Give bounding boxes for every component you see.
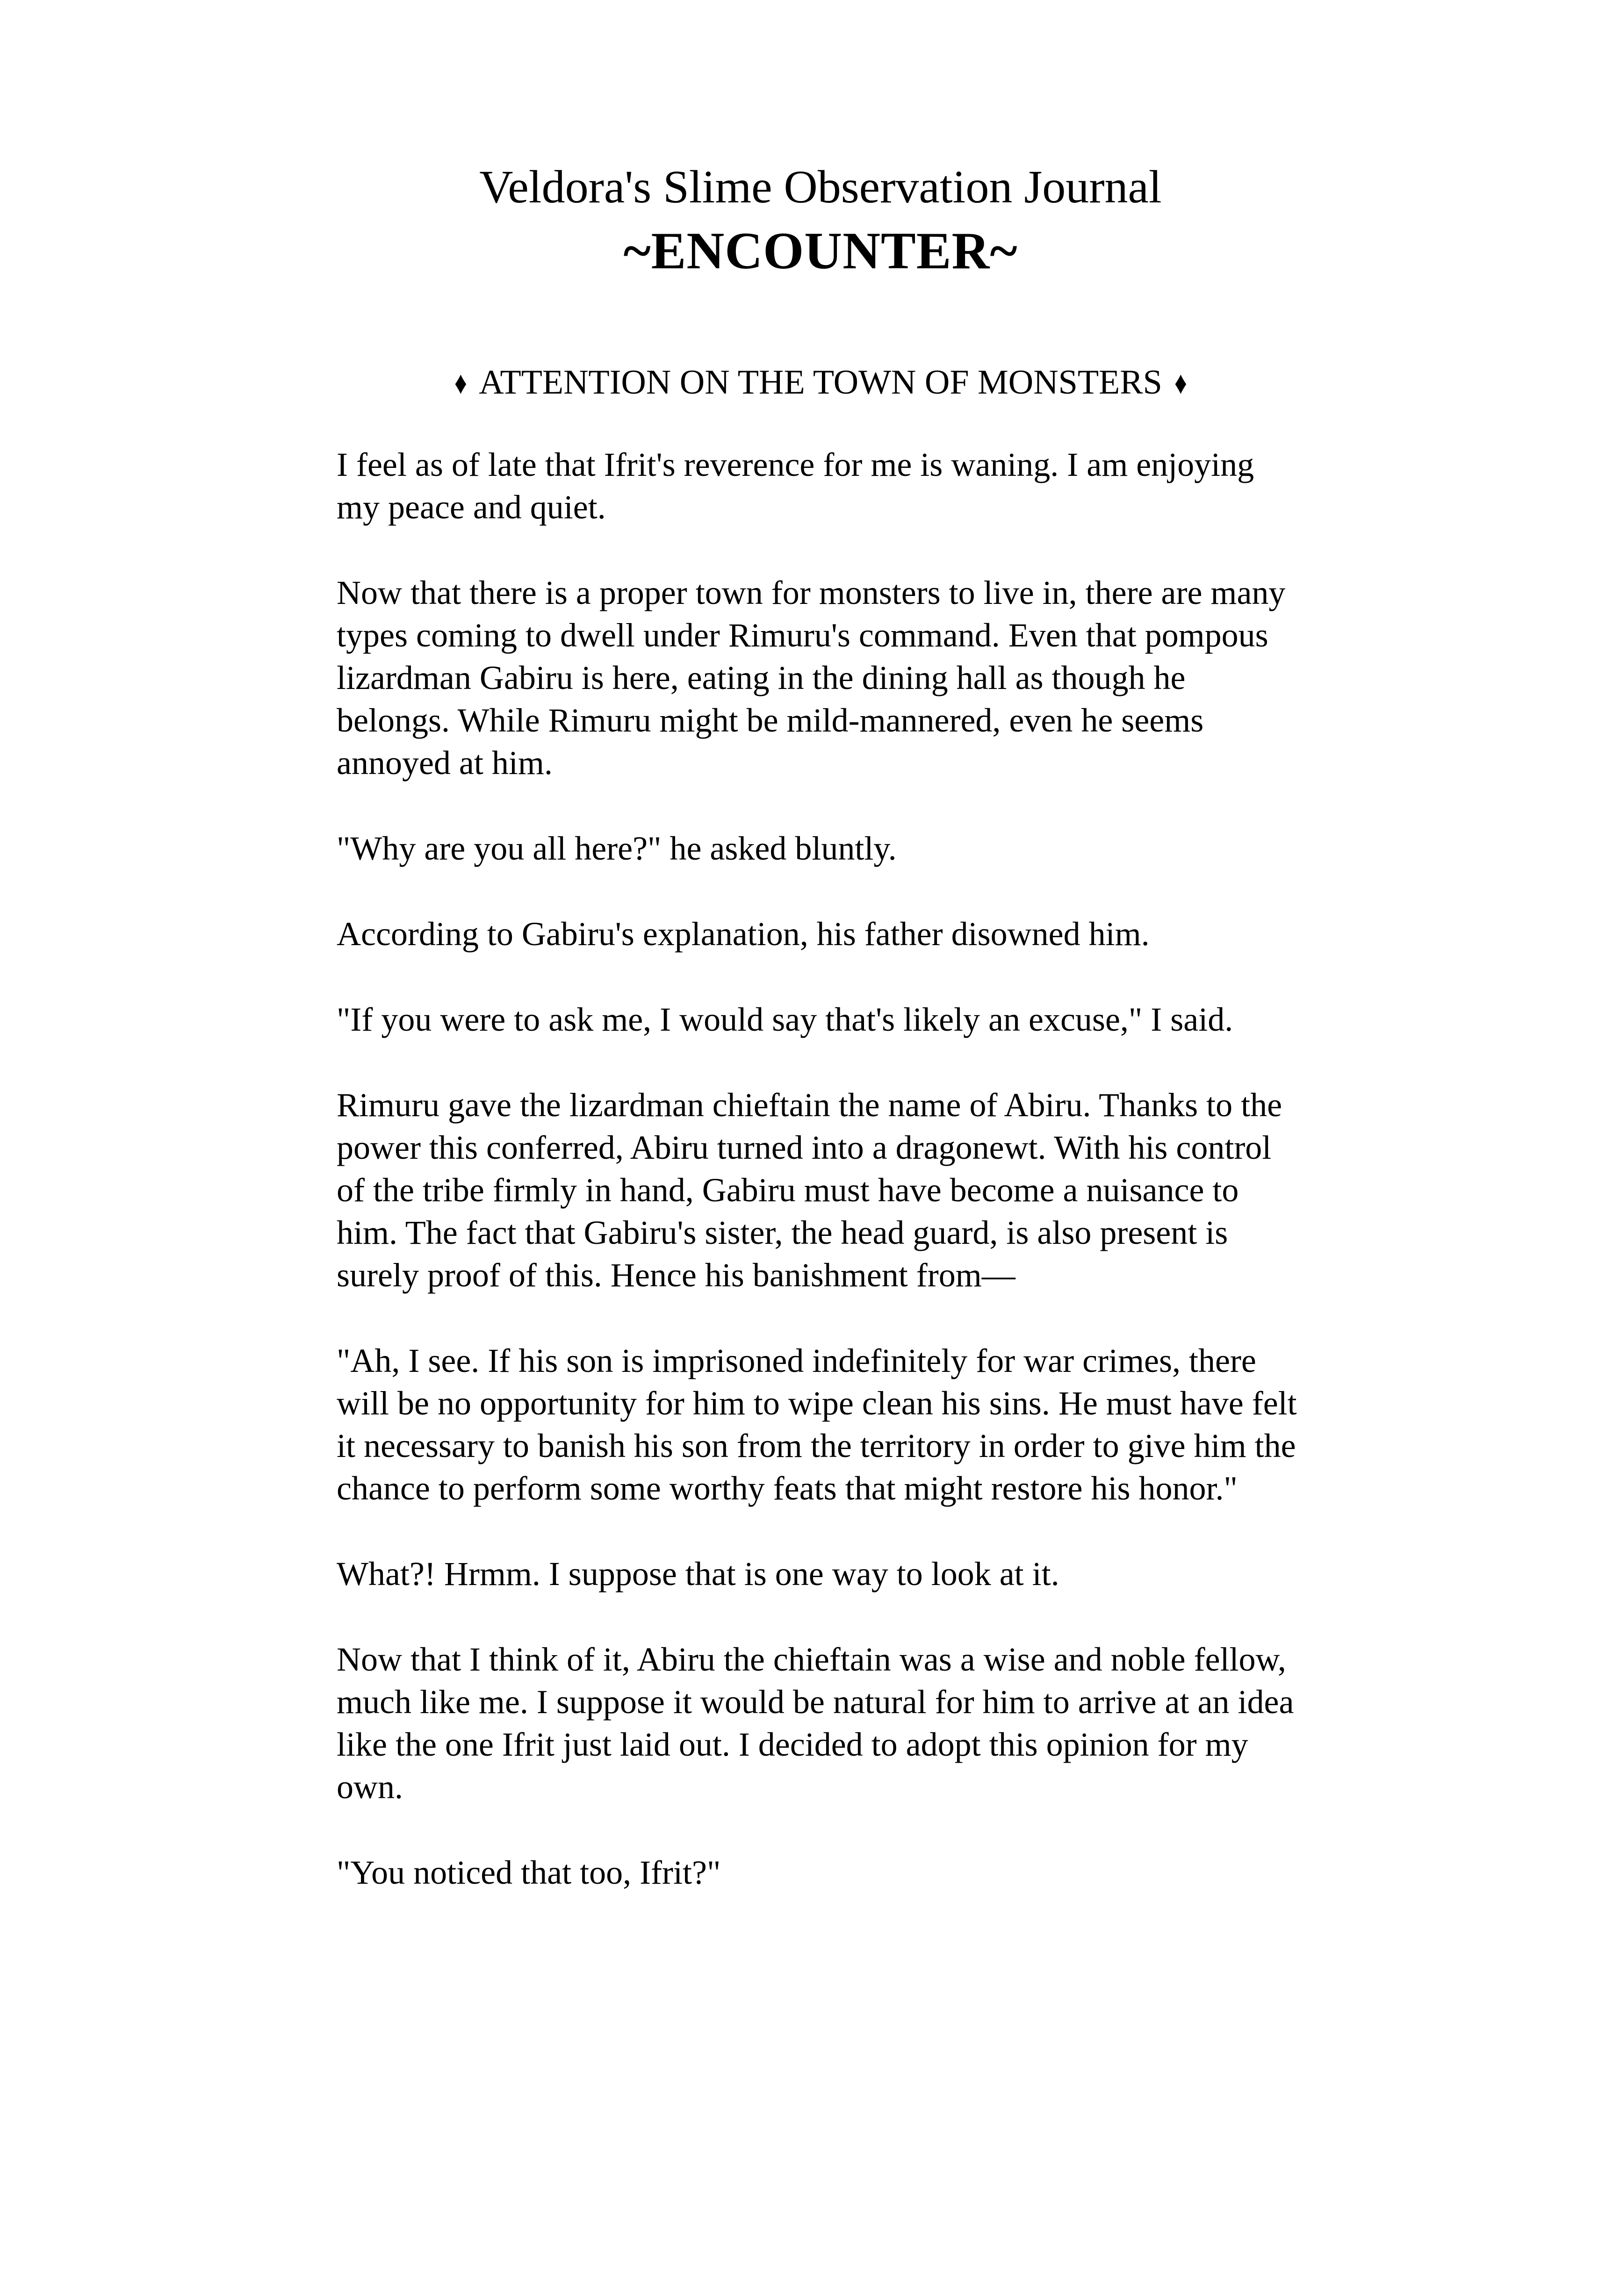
section-heading (337, 362, 1304, 403)
section-heading-text: ATTENTION ON THE TOWN OF MONSTERS (479, 363, 1162, 402)
paragraph: Now that I think of it, Abiru the chieftain was a wise and noble fellow, much like me. I suppose it would be natural for him to arrive at an idea like the one Ifrit just laid out. I decided to adopt this opinion for my own. (337, 1641, 1294, 1806)
paragraph: Rimuru gave the lizardman chieftain the name of Abiru. Thanks to the power this conferred, Abiru turned into a dragonewt. With his control of the tribe firmly in hand, Gabiru must have become a nuisance to him. The fact that Gabiru's sister, the head guard, is also present is surely proof of this. Hence his banishment from— (337, 1086, 1282, 1294)
paragraph: "Why are you all here?" he asked bluntly. (337, 830, 897, 868)
page-subtitle: ~ENCOUNTER~ (623, 222, 1018, 280)
journal-body (337, 444, 1304, 1894)
paragraph: I feel as of late that Ifrit's reverence for me is waning. I am enjoying my peace and quiet. (337, 446, 1254, 526)
paragraph: Now that there is a proper town for monsters to live in, there are many types coming to dwell under Rimuru's command. Even that pompous lizardman Gabiru is here, eating in the dining hall as though he belongs. While Rimuru might be mild-mannered, even he seems annoyed at him. (337, 574, 1286, 782)
paragraph: According to Gabiru's explanation, his father disowned him. (337, 915, 1150, 953)
paragraph: "You noticed that too, Ifrit?" (337, 1854, 721, 1892)
paragraph: "Ah, I see. If his son is imprisoned indefinitely for war crimes, there will be no opportunity for him to wipe clean his sins. He must have felt it necessary to banish his son from the territory in order to give him the chance to perform some worthy feats that might restore his honor." (337, 1342, 1297, 1507)
paragraph: "If you were to ask me, I would say that's likely an excuse," I said. (337, 1001, 1233, 1039)
diamond-icon: ♦ (1174, 365, 1187, 401)
paragraph: What?! Hrmm. I suppose that is one way to look at it. (337, 1555, 1059, 1593)
page-title: Veldora's Slime Observation Journal (479, 161, 1162, 213)
diamond-icon: ♦ (454, 365, 467, 401)
